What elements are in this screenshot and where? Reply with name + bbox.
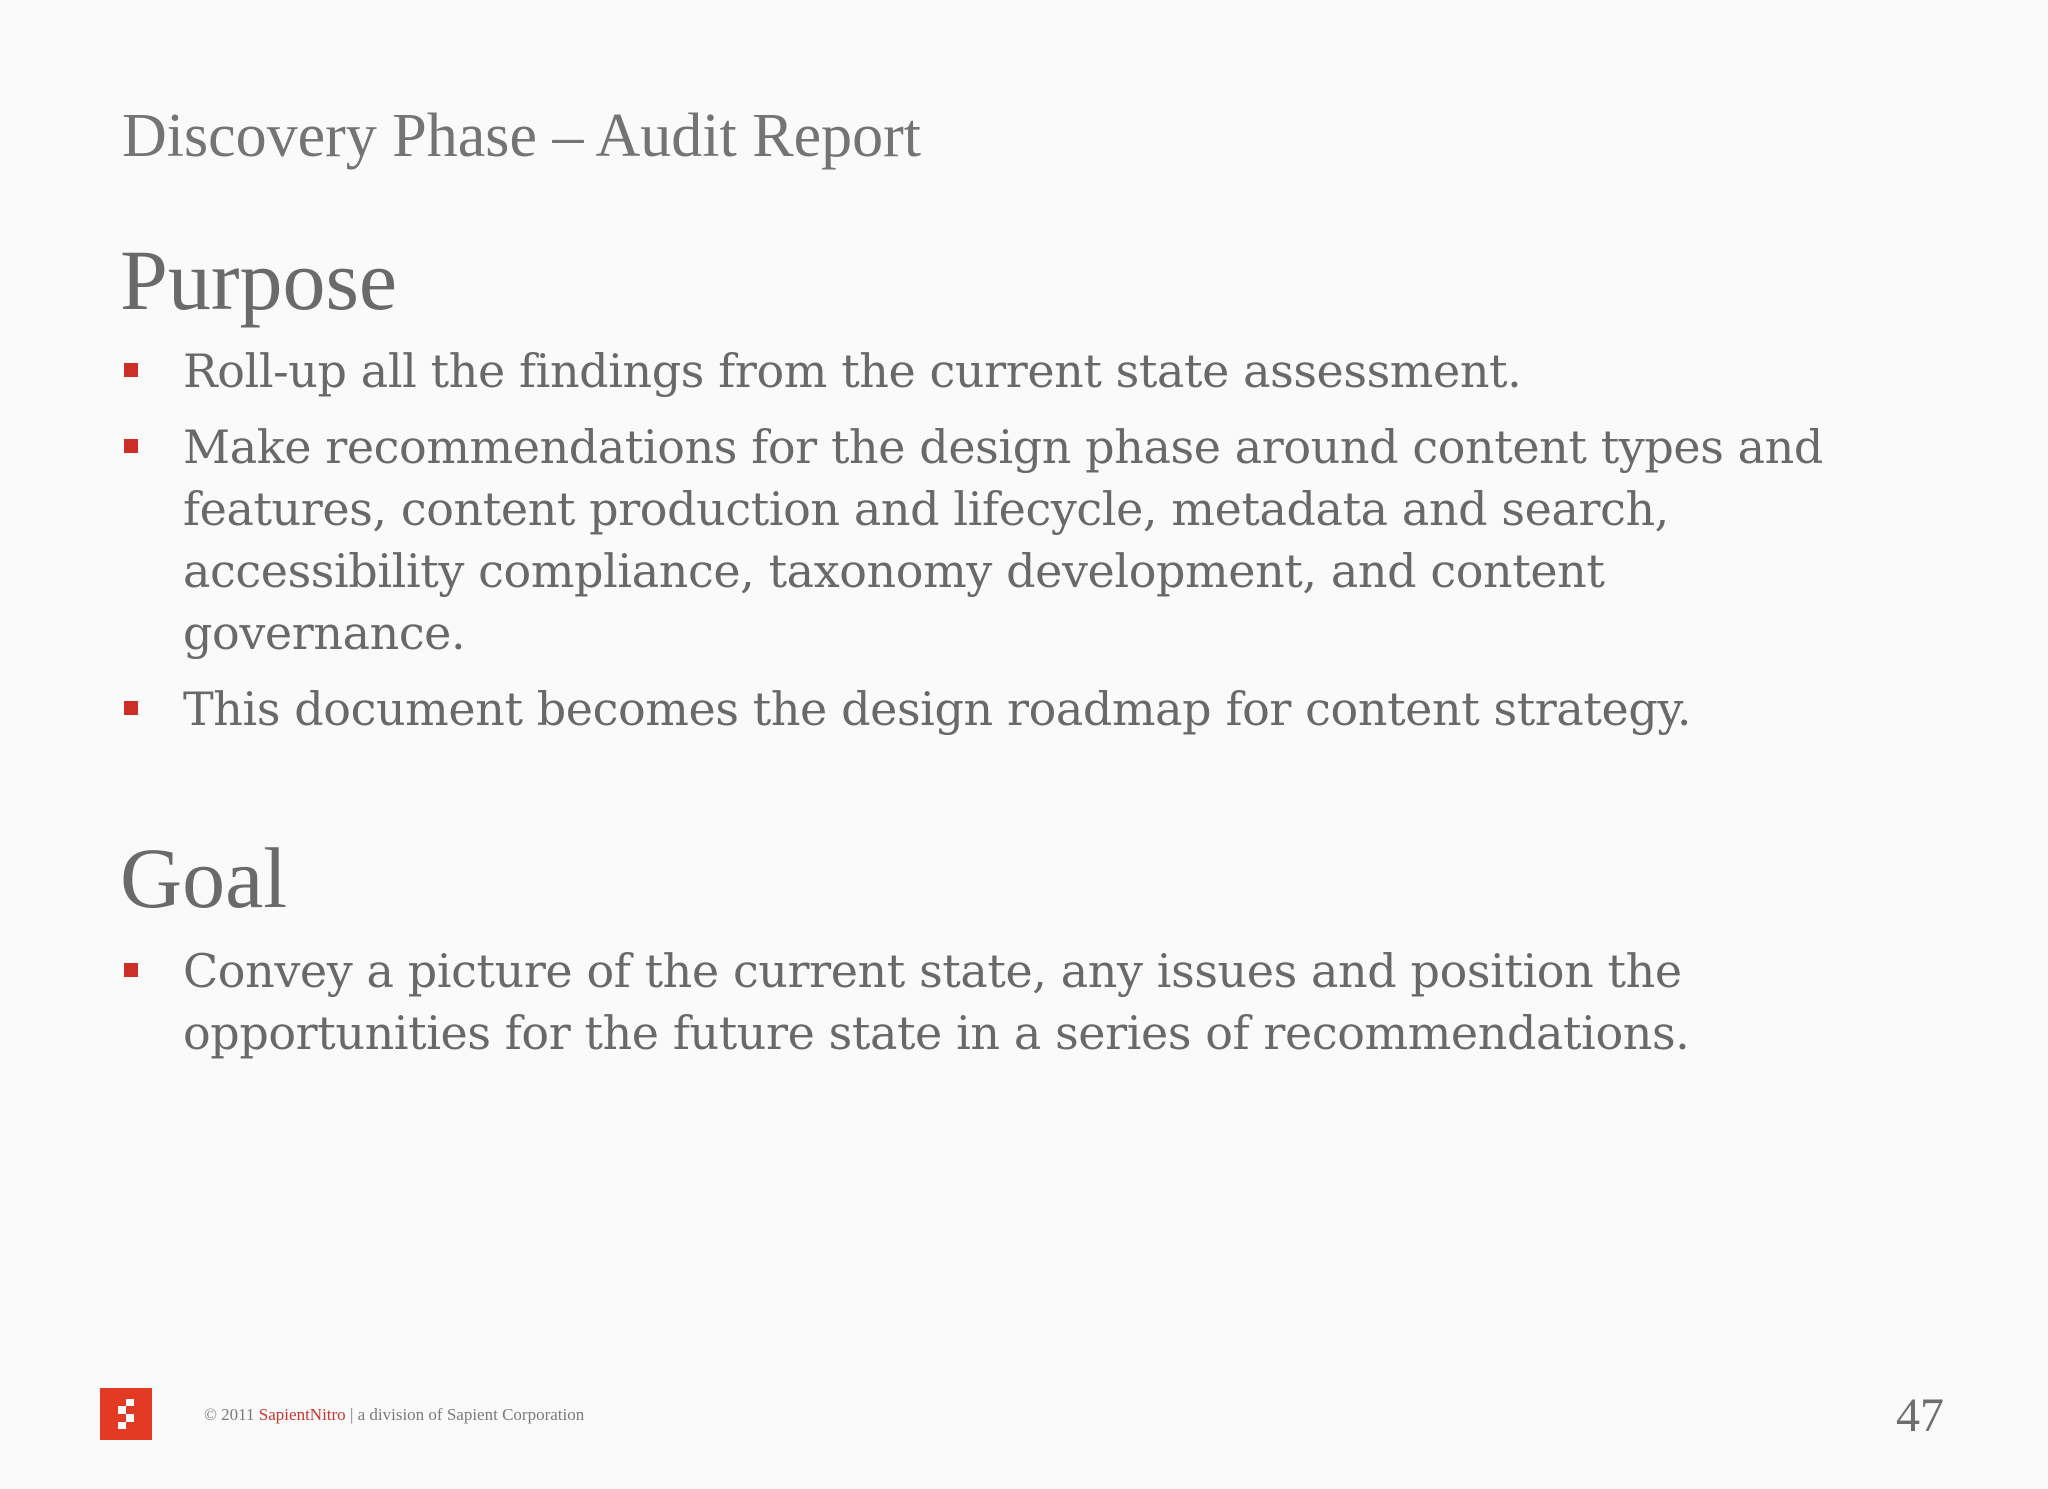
square-bullet-icon [124,963,138,977]
purpose-bullet-1-text: Roll-up all the findings from the current state assessment. [183,344,1522,398]
purpose-heading: Purpose [120,232,398,328]
copyright-year: © 2011 [204,1405,255,1424]
purpose-bullet-3 [120,678,1840,740]
purpose-bullet-2-text: Make recommendations for the design phase around content types and features, content production and lifecycle, metadata and search, accessibility compliance, taxonomy development, and content governance. [183,420,1823,660]
logo-glyph-icon [100,1388,152,1440]
goal-bullet-list [120,940,1840,1078]
square-bullet-icon [124,363,138,377]
goal-heading: Goal [120,830,288,926]
purpose-bullet-1 [120,340,1840,402]
square-bullet-icon [124,701,138,715]
slide-title: Discovery Phase – Audit Report [122,102,922,170]
page-number: 47 [1896,1389,1944,1442]
purpose-bullet-list [120,340,1840,754]
purpose-bullet-3-text: This document becomes the design roadmap for content strategy. [183,682,1692,736]
goal-bullet-1 [120,940,1783,1064]
footer-copyright [204,1404,584,1426]
sapientnitro-logo-icon [100,1388,152,1440]
square-bullet-icon [124,439,138,453]
goal-bullet-1-text: Convey a picture of the current state, any issues and position the opportunities for the future state in a series of recommendations. [183,944,1690,1060]
footer-tagline: | a division of Sapient Corporation [349,1405,585,1424]
brand-name: SapientNitro [258,1405,346,1424]
purpose-bullet-2 [120,416,1883,664]
